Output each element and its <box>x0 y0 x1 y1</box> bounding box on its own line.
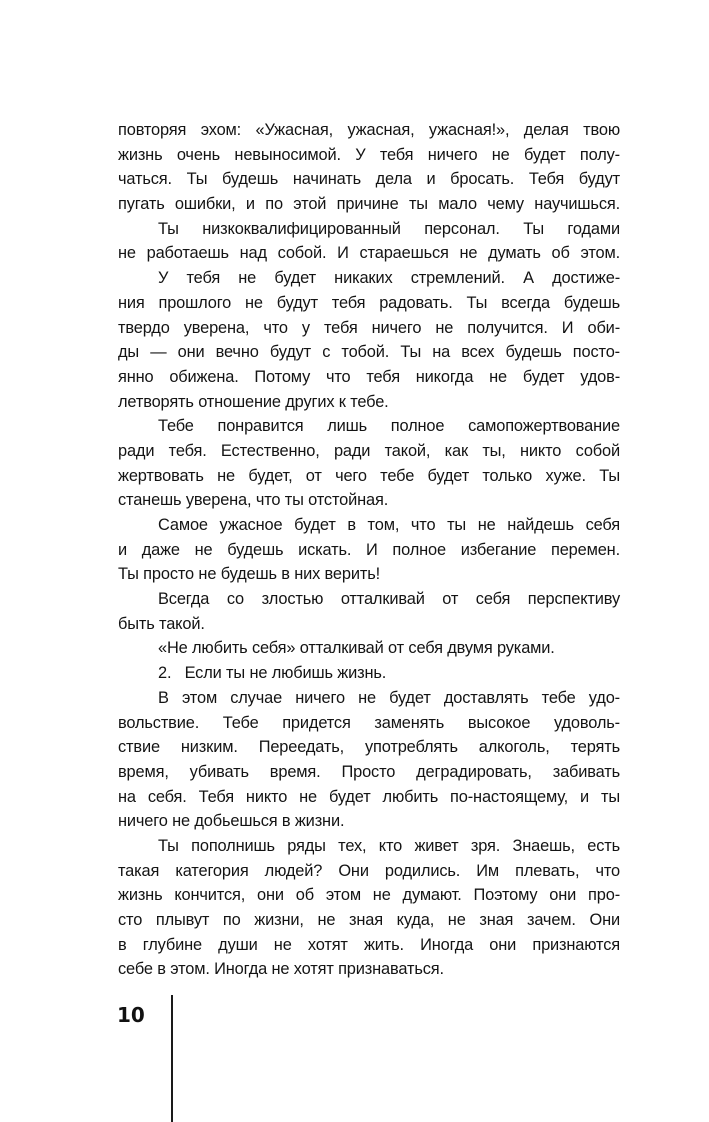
text-line: Тебе понравится лишь полное самопожертвование <box>158 417 620 436</box>
text-line: ствие низким. Переедать, употреблять алкоголь, терять <box>118 738 620 757</box>
text-line: станешь уверена, что ты отстойная. <box>118 491 389 510</box>
text-line: ния прошлого не будут тебя радовать. Ты всегда будешь <box>118 293 620 312</box>
text-line: янно обижена. Потому что тебя никогда не будет удов- <box>118 367 620 386</box>
body-text <box>118 118 620 982</box>
text-line: себе в этом. Иногда не хотят признаваться. <box>118 960 444 979</box>
text-line: такая категория людей? Они родились. Им плевать, что <box>118 861 620 880</box>
text-line: повторяя эхом: «Ужасная, ужасная, ужасная!», делая твою <box>118 121 620 139</box>
text-line: чаться. Ты будешь начинать дела и бросать. Тебя будут <box>118 170 620 189</box>
text-line: Ты просто не будешь в них верить! <box>118 565 381 584</box>
text-line: «Не любить себя» отталкивай от себя двумя руками. <box>158 639 555 658</box>
text-line: Ты пополнишь ряды тех, кто живет зря. Знаешь, есть <box>158 836 620 855</box>
text-line: У тебя не будет никаких стремлений. А достиже- <box>158 269 620 288</box>
text-line: жизнь кончится, они об этом не думают. Поэтому они про- <box>118 886 620 905</box>
text-line: не работаешь над собой. И стараешься не думать об этом. <box>118 244 620 263</box>
footer-vertical-rule <box>171 995 173 1122</box>
text-line: ды — они вечно будут с тобой. Ты на всех будешь посто- <box>118 343 620 362</box>
page-number: 10 <box>117 1003 145 1027</box>
text-line: летворять отношение других к тебе. <box>118 392 389 411</box>
text-line: ничего не добьешься в жизни. <box>118 812 345 831</box>
text-line: на себя. Тебя никто не будет любить по-настоящему, и ты <box>118 787 620 806</box>
text-line: время, убивать время. Просто деградировать, забивать <box>118 762 620 781</box>
text-line: в глубине души не хотят жить. Иногда они признаются <box>118 935 620 954</box>
text-line: Всегда со злостью отталкивай от себя перспективу <box>158 590 620 609</box>
text-line: ради тебя. Естественно, ради такой, как ты, никто собой <box>118 441 620 460</box>
text-line: быть такой. <box>118 614 205 633</box>
text-line: Самое ужасное будет в том, что ты не найдешь себя <box>158 516 620 534</box>
text-line: жизнь очень невыносимой. У тебя ничего не будет полу- <box>118 145 620 164</box>
text-line: твердо уверена, что у тебя ничего не получится. И оби- <box>118 318 620 337</box>
text-line: жертвовать не будет, от чего тебе будет только хуже. Ты <box>118 466 620 485</box>
text-line: вольствие. Тебе придется заменять высокое удоволь- <box>118 713 620 732</box>
list-item-heading: 2. Если ты не любишь жизнь. <box>158 664 387 683</box>
text-line: Ты низкоквалифицированный персонал. Ты годами <box>158 219 620 238</box>
text-line: В этом случае ничего не будет доставлять тебе удо- <box>158 688 620 707</box>
text-line: сто плывут по жизни, не зная куда, не зная зачем. Они <box>118 911 620 929</box>
text-line: пугать ошибки, и по этой причине ты мало чему научишься. <box>118 195 620 214</box>
text-line: и даже не будешь искать. И полное избегание перемен. <box>118 540 620 559</box>
